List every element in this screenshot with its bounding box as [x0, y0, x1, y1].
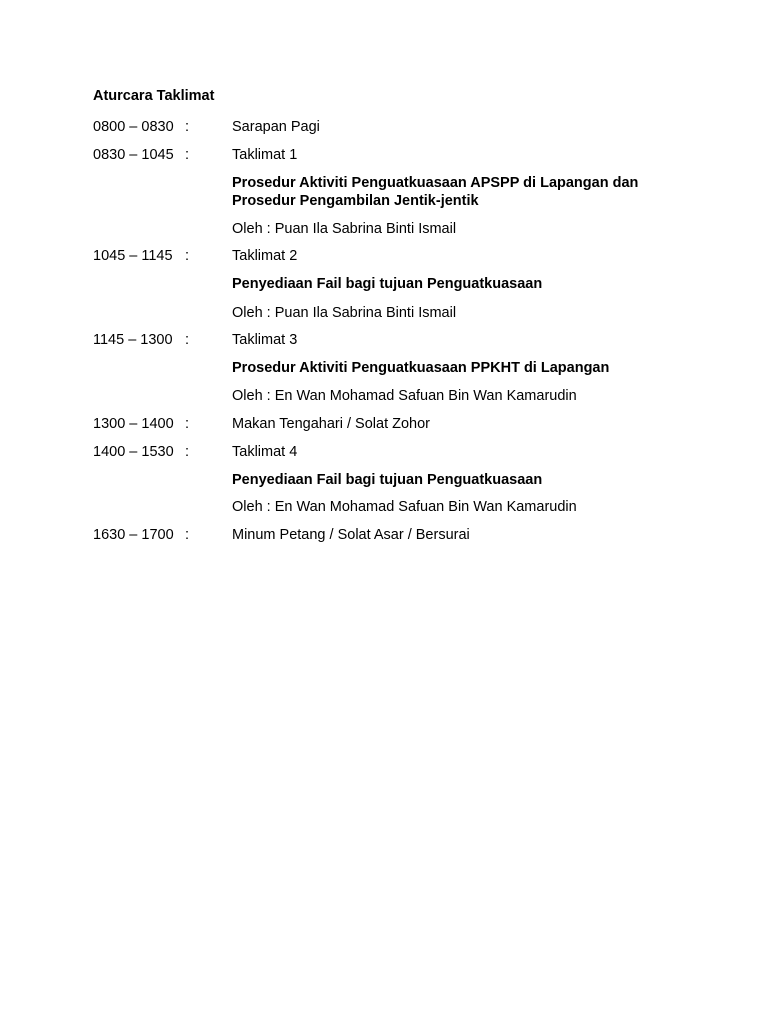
- activity: Taklimat 2: [232, 248, 298, 264]
- session-topic: Penyediaan Fail bagi tujuan Penguatkuasaan: [232, 472, 543, 488]
- time-separator: :: [185, 248, 190, 264]
- activity: Sarapan Pagi: [232, 119, 320, 135]
- time-slot: 1045 – 1145: [93, 248, 173, 264]
- time-separator: :: [185, 416, 190, 432]
- activity: Taklimat 3: [232, 332, 298, 348]
- time-separator: :: [185, 527, 190, 543]
- session-speaker: Oleh : Puan Ila Sabrina Binti Ismail: [232, 305, 457, 321]
- activity: Makan Tengahari / Solat Zohor: [232, 416, 431, 432]
- session-topic: Prosedur Aktiviti Penguatkuasaan PPKHT di Lapangan: [232, 360, 610, 376]
- time-separator: :: [185, 119, 190, 135]
- time-slot: 0800 – 0830: [93, 119, 174, 135]
- time-separator: :: [185, 444, 190, 460]
- document-title: Aturcara Taklimat: [93, 88, 215, 104]
- time-slot: 0830 – 1045: [93, 147, 174, 163]
- session-topic: Penyediaan Fail bagi tujuan Penguatkuasaan: [232, 276, 543, 292]
- time-slot: 1145 – 1300: [93, 332, 173, 348]
- time-slot: 1630 – 1700: [93, 527, 174, 543]
- time-separator: :: [185, 332, 190, 348]
- time-separator: :: [185, 147, 190, 163]
- time-slot: 1300 – 1400: [93, 416, 174, 432]
- activity: Minum Petang / Solat Asar / Bersurai: [232, 527, 470, 543]
- session-speaker: Oleh : Puan Ila Sabrina Binti Ismail: [232, 221, 457, 237]
- activity: Taklimat 4: [232, 444, 298, 460]
- session-speaker: Oleh : En Wan Mohamad Safuan Bin Wan Kamarudin: [232, 499, 577, 515]
- time-slot: 1400 – 1530: [93, 444, 174, 460]
- session-speaker: Oleh : En Wan Mohamad Safuan Bin Wan Kamarudin: [232, 388, 577, 404]
- activity: Taklimat 1: [232, 147, 298, 163]
- session-topic: Prosedur Aktiviti Penguatkuasaan APSPP di Lapangan dan Prosedur Pengambilan Jentik-jentik: [232, 175, 639, 209]
